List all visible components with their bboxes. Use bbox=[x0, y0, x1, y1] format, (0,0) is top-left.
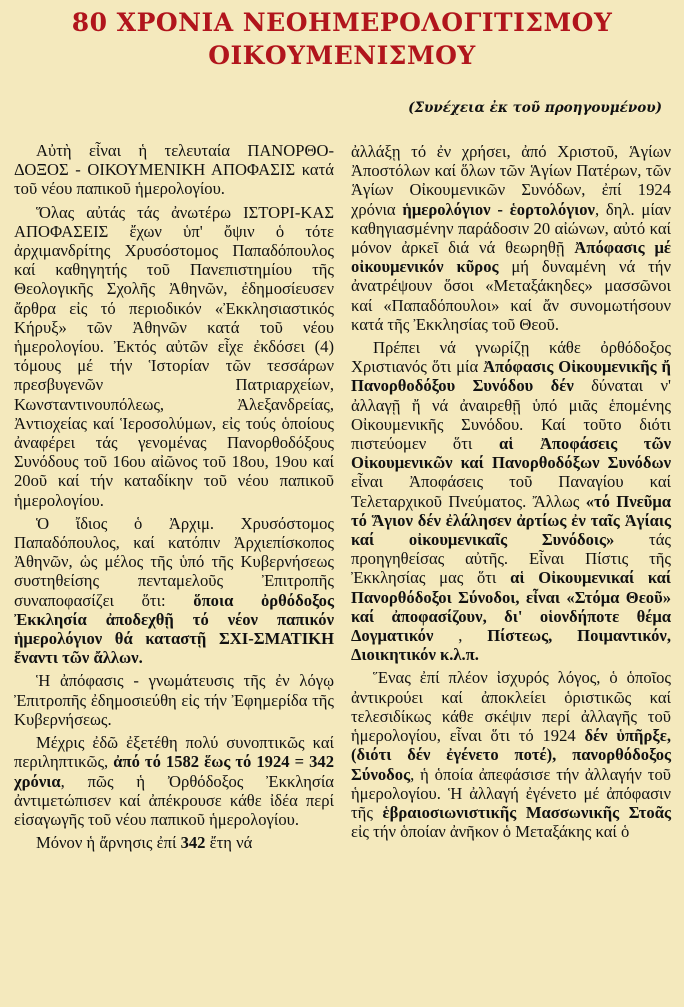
bold-run: αἱ Οἰκουμενικαί καί Πανορθόδοξοι Σύνοδοι, εἶναι «Στόμα Θεοῦ» καί ἀποφασίζουν, δι' οἱονδήποτε θέμα Δογματικόν bbox=[351, 568, 671, 646]
bold-run: δέν ὑπῆρξε, (διότι δέν ἐγένετο ποτέ), πανορθόδοξος Σύνοδος bbox=[351, 726, 671, 784]
text-run: Ὅλας αὐτάς τάς ἀνωτέρω ΙΣΤΟΡΙ-ΚΑΣ ΑΠΟΦΑΣΕΙΣ ἔχων ὑπ' ὄψιν ὁ τότε ἀρχιμανδρίτης Χρυσόστομος Παπαδόπουλος καί καθηγητής τοῦ Πανεπιστημίου τῆς Θεολογικῆς Σχολῆς Ἀθηνῶν, ἐδημοσίευσεν ἄρθρα εἰς τό περιοδικόν «Ἐκκλησιαστικός Κήρυξ» τῶν Ἀθηνῶν κατά τοῦ νέου ἡμερολογίου. Ἐκτός αὐτῶν εἶχε ἐκδόσει (4) τόμους μέ τήν Ἱστορίαν τῶν τεσσάρων πρεσβυγενῶν Πατριαρχείων, Κωνσταντινουπόλεως, Ἀλεξανδρείας, Ἀντιοχείας καί Ἱεροσολύμων, εἰς τούς ὁποίους ἀναφέρει τάς γενομένας Πανορθοδόξους Συνόδους τοῦ 16ου αἰῶνος τοῦ 18ου, 19ου καί 20οῦ καί τήν καταδίκην τοῦ νέου παπικοῦ ἡμερολογίου. bbox=[14, 202, 334, 510]
text-run: ἀλλάξῃ τό ἐν χρήσει, ἀπό Χριστοῦ, Ἁγίων Ἀποστόλων καί ὅλων τῶν Ἁγίων Πατέρων, τῶν Ἁγίων Οἰκουμενικῶν Συνόδων, ἐπί 1924 χρόνια bbox=[351, 142, 671, 219]
left-column bbox=[14, 141, 334, 856]
paragraph bbox=[14, 733, 334, 829]
paragraph bbox=[14, 514, 334, 668]
page-title bbox=[0, 6, 684, 72]
bold-run: «τό Πνεῦμα τό Ἅγιον δέν ἐλάλησεν ἀρτίως ἐν ταῖς Ἁγίαις καί οἰκουμενικαῖς Συνόδοις» bbox=[351, 491, 671, 550]
text-run: Μέχρις ἐδῶ ἐξετέθη πολύ συνοπτικῶς καί περιληπτικῶς, bbox=[14, 733, 334, 772]
text-run: εἶναι Ἀποφάσεις τοῦ Παναγίου καί Τελεταρχικοῦ Πνεύματος. Ἄλλως bbox=[351, 472, 671, 511]
text-run: εἰς τήν ὁποίαν ἀνῆκον ὁ Μεταξάκης καί ὁ bbox=[351, 822, 630, 842]
paragraph bbox=[14, 203, 334, 510]
text-run: τάς προηγηθείσας αὐτῆς. Εἶναι Πίστις τῆς Ἐκκλησίας μας ὅτι bbox=[351, 530, 671, 588]
bold-run: ἡμερολόγιον - ἑορτολόγιον bbox=[402, 199, 595, 219]
title-line-2: ΟΙΚΟΥΜΕΝΙΣΜΟΥ bbox=[208, 41, 476, 70]
text-run: Μόνον ἡ ἄρνησις ἐπί bbox=[36, 833, 181, 853]
right-column bbox=[351, 142, 671, 845]
text-run: Ἕνας ἐπί πλέον ἰσχυρός λόγος, ὁ ὁποῖος ἀντικρούει καί ἀποκλείει ὁριστικῶς καί τελεσιδίκως κάθε σκέψιν περί ἀλλαγῆς τοῦ ἡμερολογίου, εἶναι ὅτι τό 1924 bbox=[351, 668, 671, 746]
text-run: Αὐτὴ εἶναι ἡ τελευταία ΠΑΝΟΡΘΟ-ΔΟΞΟΣ - ΟΙΚΟΥΜΕΝΙΚΗ ΑΠΟΦΑΣΙΣ κατά τοῦ νέου παπικοῦ ἡμερολογίου. bbox=[14, 141, 334, 199]
text-run: μή δυναμένη νά τήν ἀνατρέψουν ὅσοι «Μεταξάκηδες» μασσῶνοι καί «Παπαδόπουλοι» καί ἄν συνομωτήσουν κατά τῆς Ἐκκλησίας τοῦ Θεοῦ. bbox=[351, 257, 671, 334]
bold-run: Πίστεως, Ποιμαντικόν, Διοικητικόν κ.λ.π. bbox=[351, 626, 671, 665]
bold-run: ἀπό τό 1582 ἕως τό 1924 = 342 χρόνια bbox=[14, 752, 334, 791]
text-run: , ἡ ὁποία ἀπεφάσισε τήν ἀλλαγήν τοῦ ἡμερολογίου. Ἡ ἀλλαγή ἐγένετο μέ ἀπόφασιν τῆς bbox=[351, 764, 671, 822]
text-run: Πρέπει νά γνωρίζῃ κάθε ὀρθόδοξος Χριστιανός ὅτι μία bbox=[351, 338, 671, 377]
bold-run: Ἀπόφασις μέ οἰκουμενικόν κῦρος bbox=[351, 238, 671, 277]
bold-run: Ἀπόφασις Οἰκουμενικῆς ἤ Πανορθοδόξου Συνόδου δέν bbox=[351, 357, 671, 396]
paragraph bbox=[14, 141, 334, 199]
paragraph bbox=[14, 833, 334, 852]
title-line-1: 80 ΧΡΟΝΙΑ ΝΕΟΗΜΕΡΟΛΟΓΙΤΙΣΜΟΥ bbox=[71, 8, 613, 37]
paragraph bbox=[351, 142, 671, 334]
bold-run: αἱ Ἀποφάσεις τῶν Οἰκουμενικῶν καί Πανορθοδόξων Συνόδων bbox=[351, 434, 671, 473]
bold-run: ἑβραιοσιωνιστικῆς Μασσωνικῆς Στοᾶς bbox=[382, 802, 671, 822]
bold-run: 342 bbox=[180, 833, 206, 853]
text-run: , bbox=[433, 626, 488, 646]
text-run: Ὁ ἴδιος ὁ Ἀρχιμ. Χρυσόστομος Παπαδόπουλος, καί κατόπιν Ἀρχιεπίσκοπος Ἀθηνῶν, ὡς μέλος τῆς ὑπό τῆς Κυβερνήσεως συστηθείσης πενταμελοῦς Ἐπιτροπῆς συναποφασίζει ὅτι: bbox=[14, 513, 334, 610]
text-run: , πῶς ἡ Ὀρθόδοξος Ἐκκλησία ἀντιμετώπισεν καί ἀπέκρουσε κάθε ἰδέα περί εἰσαγωγῆς τοῦ νέου παπικοῦ ἡμερολογίου. bbox=[14, 771, 334, 829]
text-run: , δηλ. μίαν καθηγιασμένην παράδοσιν 20 αἰώνων, αὐτό καί μόνον ἀρκεῖ διά νά θεωρηθῇ bbox=[351, 199, 671, 258]
text-run: Ἡ ἀπόφασις - γνωμάτευσις τῆς ἐν λόγῳ Ἐπιτροπῆς ἐδημοσιεύθη εἰς τήν Ἐφημερίδα τῆς Κυβερνήσεως. bbox=[14, 671, 334, 729]
bold-run: ὅποια ὀρθόδοξος Ἐκκλησία ἀποδεχθῇ τό νέον παπικόν ἡμερολόγιον θά καταστῇ ΣΧΙ-ΣΜΑΤΙΚΗ ἔναντι τῶν ἄλλων. bbox=[14, 590, 334, 668]
paragraph bbox=[351, 338, 671, 664]
text-run: δύναται ν' ἀλλαγῇ ἤ νά ἀναιρεθῇ ὑπό μιᾶς ἑπομένης Οἰκουμενικῆς Συνόδου. Καί τοῦτο διότι πιστεύομεν ὅτι bbox=[351, 376, 671, 454]
continued-note: (Συνέχεια ἐκ τοῦ προηγουμένου) bbox=[408, 100, 662, 116]
paragraph bbox=[14, 671, 334, 729]
paragraph bbox=[351, 668, 671, 841]
text-run: ἔτη νά bbox=[205, 833, 253, 853]
